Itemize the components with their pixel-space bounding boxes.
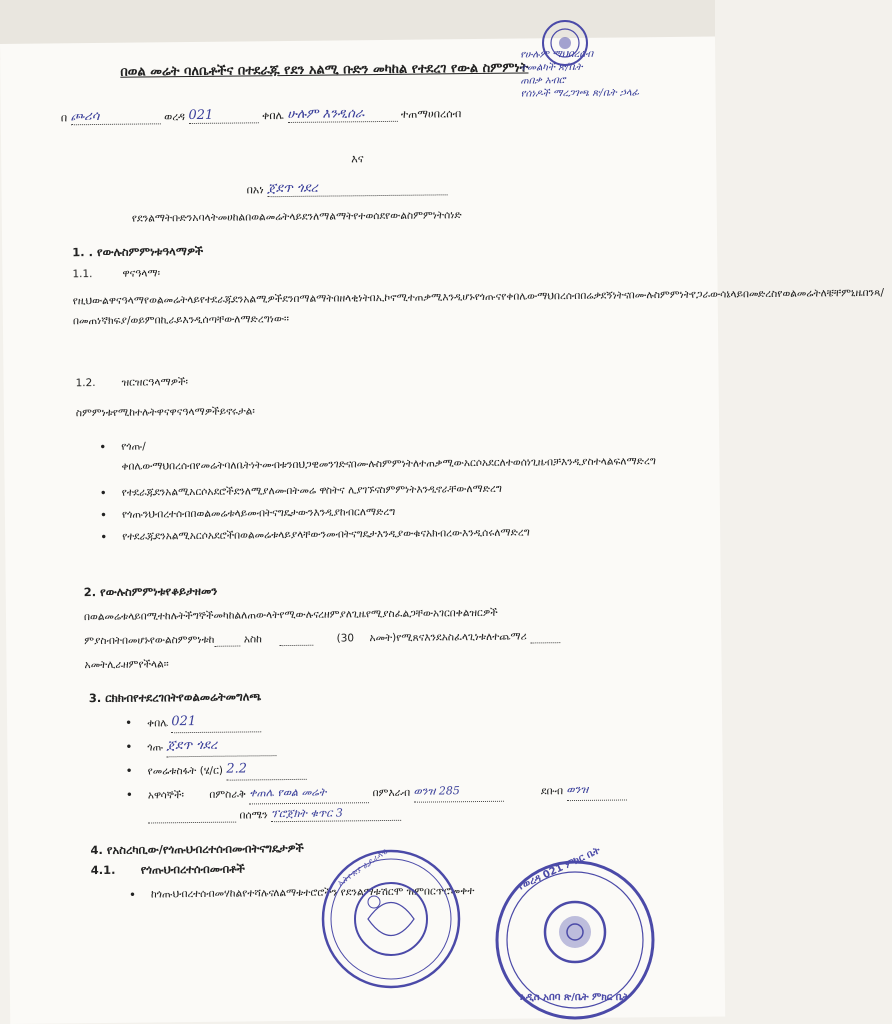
land-area-handwritten: 2.2 <box>226 759 306 781</box>
group-handwritten: ጀደጥ ጎደረ <box>267 179 447 197</box>
west-handwritten: ወንዝ 285 <box>413 781 503 803</box>
section-1-1-label: ዋናዓላማ፡ <box>122 267 161 280</box>
land-area-row <box>148 759 307 782</box>
document-title: በወል መሬት ባለቤቶችና በተደራጁ የደን አልሚ ቡድን መካከል የተደረገ የውል ስምምነት <box>120 60 529 80</box>
left-round-stamp <box>318 846 464 992</box>
and-label: እና <box>351 152 364 166</box>
neighbors-row <box>148 779 627 805</box>
left-stamp-text: ኢትዮጵያ ፌዴራላዊ <box>335 846 389 888</box>
land-area-label: የመሬቱስፋት (ሄ/ር) <box>147 764 224 778</box>
land-gotu-row <box>147 735 276 757</box>
objective-bullet: • የጎጡ/ቀበሌውማህበረሰብየመሬትባለቤትነትመብቱንበህጋዊመንገድናበሙሉስምምነትለተጠቃሚውአርሶአደርለተወሰነጊዜብቻእንዲያስተላልፍለማድረግ <box>121 431 666 477</box>
land-gotu-label: ጎጡ <box>147 741 164 754</box>
margin-note-line: የሁሉም ማህበረሰብ <box>520 48 594 61</box>
section-1-2-number: 1.2. <box>75 377 96 390</box>
land-kebele-row <box>147 711 261 733</box>
section-2-body-line <box>84 630 560 648</box>
group-line <box>246 179 447 197</box>
intro-line: የደንልማትቡድንአባላትመሀከልበወልመሬትላይደንለማልማትየተወሰደየውልስምምነትሰነድ <box>131 209 462 225</box>
land-kebele-handwritten: 021 <box>171 711 261 733</box>
duration-text: አስከ <box>243 633 262 646</box>
top-stamp <box>540 18 590 68</box>
section-3-heading: 3. ርክክብየተደረገበትየወልመሬትመግለጫ <box>88 689 262 706</box>
blank-line <box>279 645 313 646</box>
section-2-body-line: አመትሊራዘምየችላል፡፡ <box>84 658 169 672</box>
south-label: ደቡብ <box>540 785 564 798</box>
land-kebele-label: ቀበሌ <box>147 717 169 730</box>
objective-bullet: • የተደራጁደንአልሚአርሶአደሮችደንለሚያለሙበትመሬ ዋስትና ሊያገኙናስምምነትእንዲኖራቸውለማድረግ <box>122 477 667 503</box>
rights-bullet: • ከጎጡህብረተሰብመሃከልየተሻሉናለልማቱተሮሮችን የደንልማቱሽርሞ ዝምበርጥሮመቀተ <box>151 881 475 904</box>
duration-years: (30 <box>336 632 355 645</box>
land-gotu-handwritten: ጀደጥ ጎደረ <box>166 735 276 757</box>
section-1-heading: 1. . የውሉስምምነቱዓላማዎች <box>72 243 204 260</box>
objective-bullet: • የጎጡንህብረተሰብበወልመሬቱላይመብትናግዴታውንእንዲያከብርለማድረግ <box>122 499 667 525</box>
north-row <box>148 806 401 824</box>
section-4-1-label: የጎጡህብረተሰብመብቶች <box>140 861 245 877</box>
objective-bullet: • የተደራጁደንአልሚአርሶአደሮችበወልመሬቱላይያላቸውንመብትናግዴታእንዲያውቁናአክብረውእንዲሰሩለማድረግ <box>122 521 667 547</box>
margin-note-line: የሰነዶች ማረጋገጫ ጽ/ቤት ኃላፊ <box>520 87 640 100</box>
region-handwritten: ጮሪሳ <box>70 108 160 125</box>
blank-line <box>530 642 560 643</box>
right-round-stamp <box>490 845 660 1020</box>
blank-line <box>215 646 241 647</box>
north-handwritten: ፕሮጀክት ቁጥር 3 <box>271 806 401 822</box>
section-4-1-number: 4.1. <box>90 862 116 878</box>
group-prefix: በአነ <box>246 183 264 197</box>
east-label: በምስራቅ <box>209 788 246 801</box>
location-prefix: በ <box>60 111 68 125</box>
section-1-1-number: 1.1. <box>72 268 93 281</box>
east-handwritten: ቀጠሌ የወል መሬት <box>249 782 369 804</box>
duration-text: አመት)የሚጸናእንደአስፈላጊነቱለተጨማሪ <box>369 630 527 645</box>
section-1-1-body: የዚህውልዋናዓላማየወልመሬትላይየተደራጁደንአልሚዎችደንበማልማትበዘላቂነትበኢኮኖሚተጠቃሚእንዲሆኑየጎጡናየቀበሌውማህበረሰብበሬቃደኝነትናበሙሉስምምነትየጋራውሳኔላይበመድረስየወልመሬትለቼቸምኒዜበንጻ/በመጠነኛክፍያ/ወይምበኪራይእንዲሰጣቸውለማድረግነው፡፡ <box>72 286 885 328</box>
section-2-heading: 2. የውሉስምምነቱየቆይታዘመን <box>83 583 218 600</box>
west-label: በምእራብ <box>372 786 411 800</box>
margin-note-line: ተመልካች ጽ/ቤት <box>520 61 583 74</box>
location-line <box>61 105 462 125</box>
neighbors-label: አዋሳኞች፡ <box>147 789 185 802</box>
north-label: በሰሜን <box>239 809 268 822</box>
blank-line <box>148 822 236 824</box>
community-suffix: ተጠማሀበረሰብ <box>400 107 462 121</box>
margin-note-line: ጠበቃ አብሮ <box>520 75 566 87</box>
woreda-label: ወረዳ <box>164 110 186 124</box>
south-handwritten: ወንዝ <box>566 779 626 801</box>
right-stamp-bottom-text: አዲስ አበባ ጽ/ቤት ምክር ቤት <box>520 992 630 1003</box>
woreda-handwritten: 021 <box>188 107 258 124</box>
section-2-body-line: በወልመሬቱላይበሚተከሉትችግኞችመካከልለጠውላትየሚውሉናረዘምያለጊዜየሚያስፈልጋቸውአገርበቀልዝርዎች <box>83 606 498 624</box>
kebele-handwritten: ሁሉም እንዲሰራ <box>287 106 397 123</box>
right-stamp-top-text: የወረዳ 021 ምክር ቤት <box>516 845 603 893</box>
section-4-heading: 4. የአስረካቢው/የጎጡህብረተሰብመብትናግዴታዎች <box>90 840 304 858</box>
section-1-2-intro: ስምምነቱየሚከተሉትዋናዋናዓላማዎችይኖሩታል፡ <box>75 405 255 420</box>
kebele-label: ቀበሌ <box>261 109 284 123</box>
section-1-2-label: ዝርዝርዓላማዎች፡ <box>121 376 189 389</box>
duration-text: ምያስብትበመሆኑየውልስምምነቱከ <box>84 633 215 648</box>
